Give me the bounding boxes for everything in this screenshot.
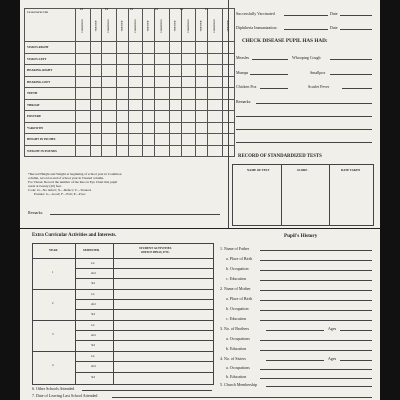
- year-prefix: 19: [80, 7, 83, 11]
- health-row: THROAT: [25, 99, 235, 111]
- activities-title: Extra Curricular Activities and Interests.: [32, 233, 117, 238]
- health-row: *GROWTH: [25, 122, 235, 134]
- health-header-row: YEAR INSPECTED CONDITION TREATED CONDITION TREATED CONDITION TREATED CONDITION TREATED CONDITION TREATED CONDITION TREATED: [25, 9, 235, 42]
- health-row: VISION-RIGHT: [25, 42, 235, 54]
- year-prefix: 19: [205, 7, 208, 11]
- year-number: 1: [52, 270, 54, 274]
- year-inspected-label: YEAR INSPECTED: [27, 11, 49, 14]
- health-notes: *Record Height and Weight at beginning of school year in Condition column, record at end of school year in Treated column. For Vision: Record the number of the line on Eye Chart that pupil reads at twenty (20) feet. Code: O—No defect; X—Defect; V—Treated. Posture: G—Good; F—Fair; P—Poor.: [28, 172, 122, 196]
- health-row: WEIGHT IN POUNDS: [25, 145, 235, 157]
- history-title: Pupil's History: [284, 233, 318, 239]
- tests-title: RECORD OF STANDARDIZED TESTS: [238, 154, 322, 159]
- health-row: HEIGHT IN INCHES: [25, 134, 235, 146]
- check-disease-title: CHECK DISEASE PUPIL HAS HAD:: [242, 38, 328, 44]
- health-remarks-line: [50, 214, 220, 215]
- health-inspection-table: [24, 8, 235, 157]
- health-remarks-label: Remarks:: [28, 210, 44, 215]
- section-divider: [20, 228, 380, 229]
- year-prefix: 19: [155, 7, 158, 11]
- diphtheria-label: Diphtheria Immunization: [236, 25, 277, 30]
- year-prefix: 19: [180, 7, 183, 11]
- health-row: HEARING-RIGHT: [25, 65, 235, 77]
- health-row: HEARING-LEFT: [25, 76, 235, 88]
- year-number: 3: [52, 332, 54, 336]
- year-prefix: 19: [105, 7, 108, 11]
- health-row: VISION-LEFT: [25, 53, 235, 65]
- year-prefix: 19: [130, 7, 133, 11]
- tests-table: NAME OF TEST SCORE DATE TAKEN: [232, 164, 374, 226]
- vaccinated-label: Successfully Vaccinated: [236, 11, 275, 16]
- health-row: TEETH: [25, 88, 235, 100]
- activities-table: YEAR SEMESTER STUDENT ACTIVITIES OFFICE HELD, ETC. 1 2 3 4 1st 2nd 3rd 1st 2nd 3rd 1st 2nd 3rd 1st 2nd 3rd: [32, 243, 214, 385]
- health-row: POSTURE: [25, 111, 235, 123]
- column-divider: [228, 0, 229, 228]
- year-number: 4: [52, 363, 54, 367]
- school-record-card: YEAR INSPECTED CONDITION TREATED CONDITION TREATED CONDITION TREATED CONDITION TREATED CONDITION TREATED CONDITION TREATED VISION-RIGHT VISION-LEFT HEARING-RIGHT HEARING-LEFT TEETH THROAT POSTURE *GROWTH HEIGHT IN INCHES WEIGHT IN POUNDS 19 19 19 19 19 19 *Record Height and Weight at beginning of school year in Condition column, record at end of school year in Treated column. For Vision: Record the number of the line on Eye Chart that pupil reads at twenty (20) feet. Code: O—No defect; X—Defect; V—Treated. Posture: G—Good; F—Fair; P—Poor. Remarks: Successfully Vaccinated Date Diphtheria Immunization Date CHECK DISEASE PUPIL HAS HAD: Measles Whooping Cough Mumps Smallpox Chicken Pox Scarlet Fever Remarks: RECORD OF STANDARDIZED TESTS NAME OF TEST SCORE DATE TAKEN Extra Curricular Activities and Interests. YEAR SEMESTER STUDENT ACTIVITIES OFFICE HELD, ETC. 1 2 3 4 1st 2nd 3rd 1st 2nd 3rd 1st 2nd 3rd 1st 2nd 3rd Pupil's History 1. Name of Father a. Place of Birth b. Occupation c. Education 2. Name of Mother a. Place of Birth b. Occupation c. Education 3. No. of Brothers Ages a. Occupations b. Education 4. No. of Sisters Ages a. Occupations b. Education 5. Church Membership 6. Other Schools Attended 7. Date of Leaving Last School Attended: [20, 0, 380, 400]
- year-number: 2: [52, 301, 54, 305]
